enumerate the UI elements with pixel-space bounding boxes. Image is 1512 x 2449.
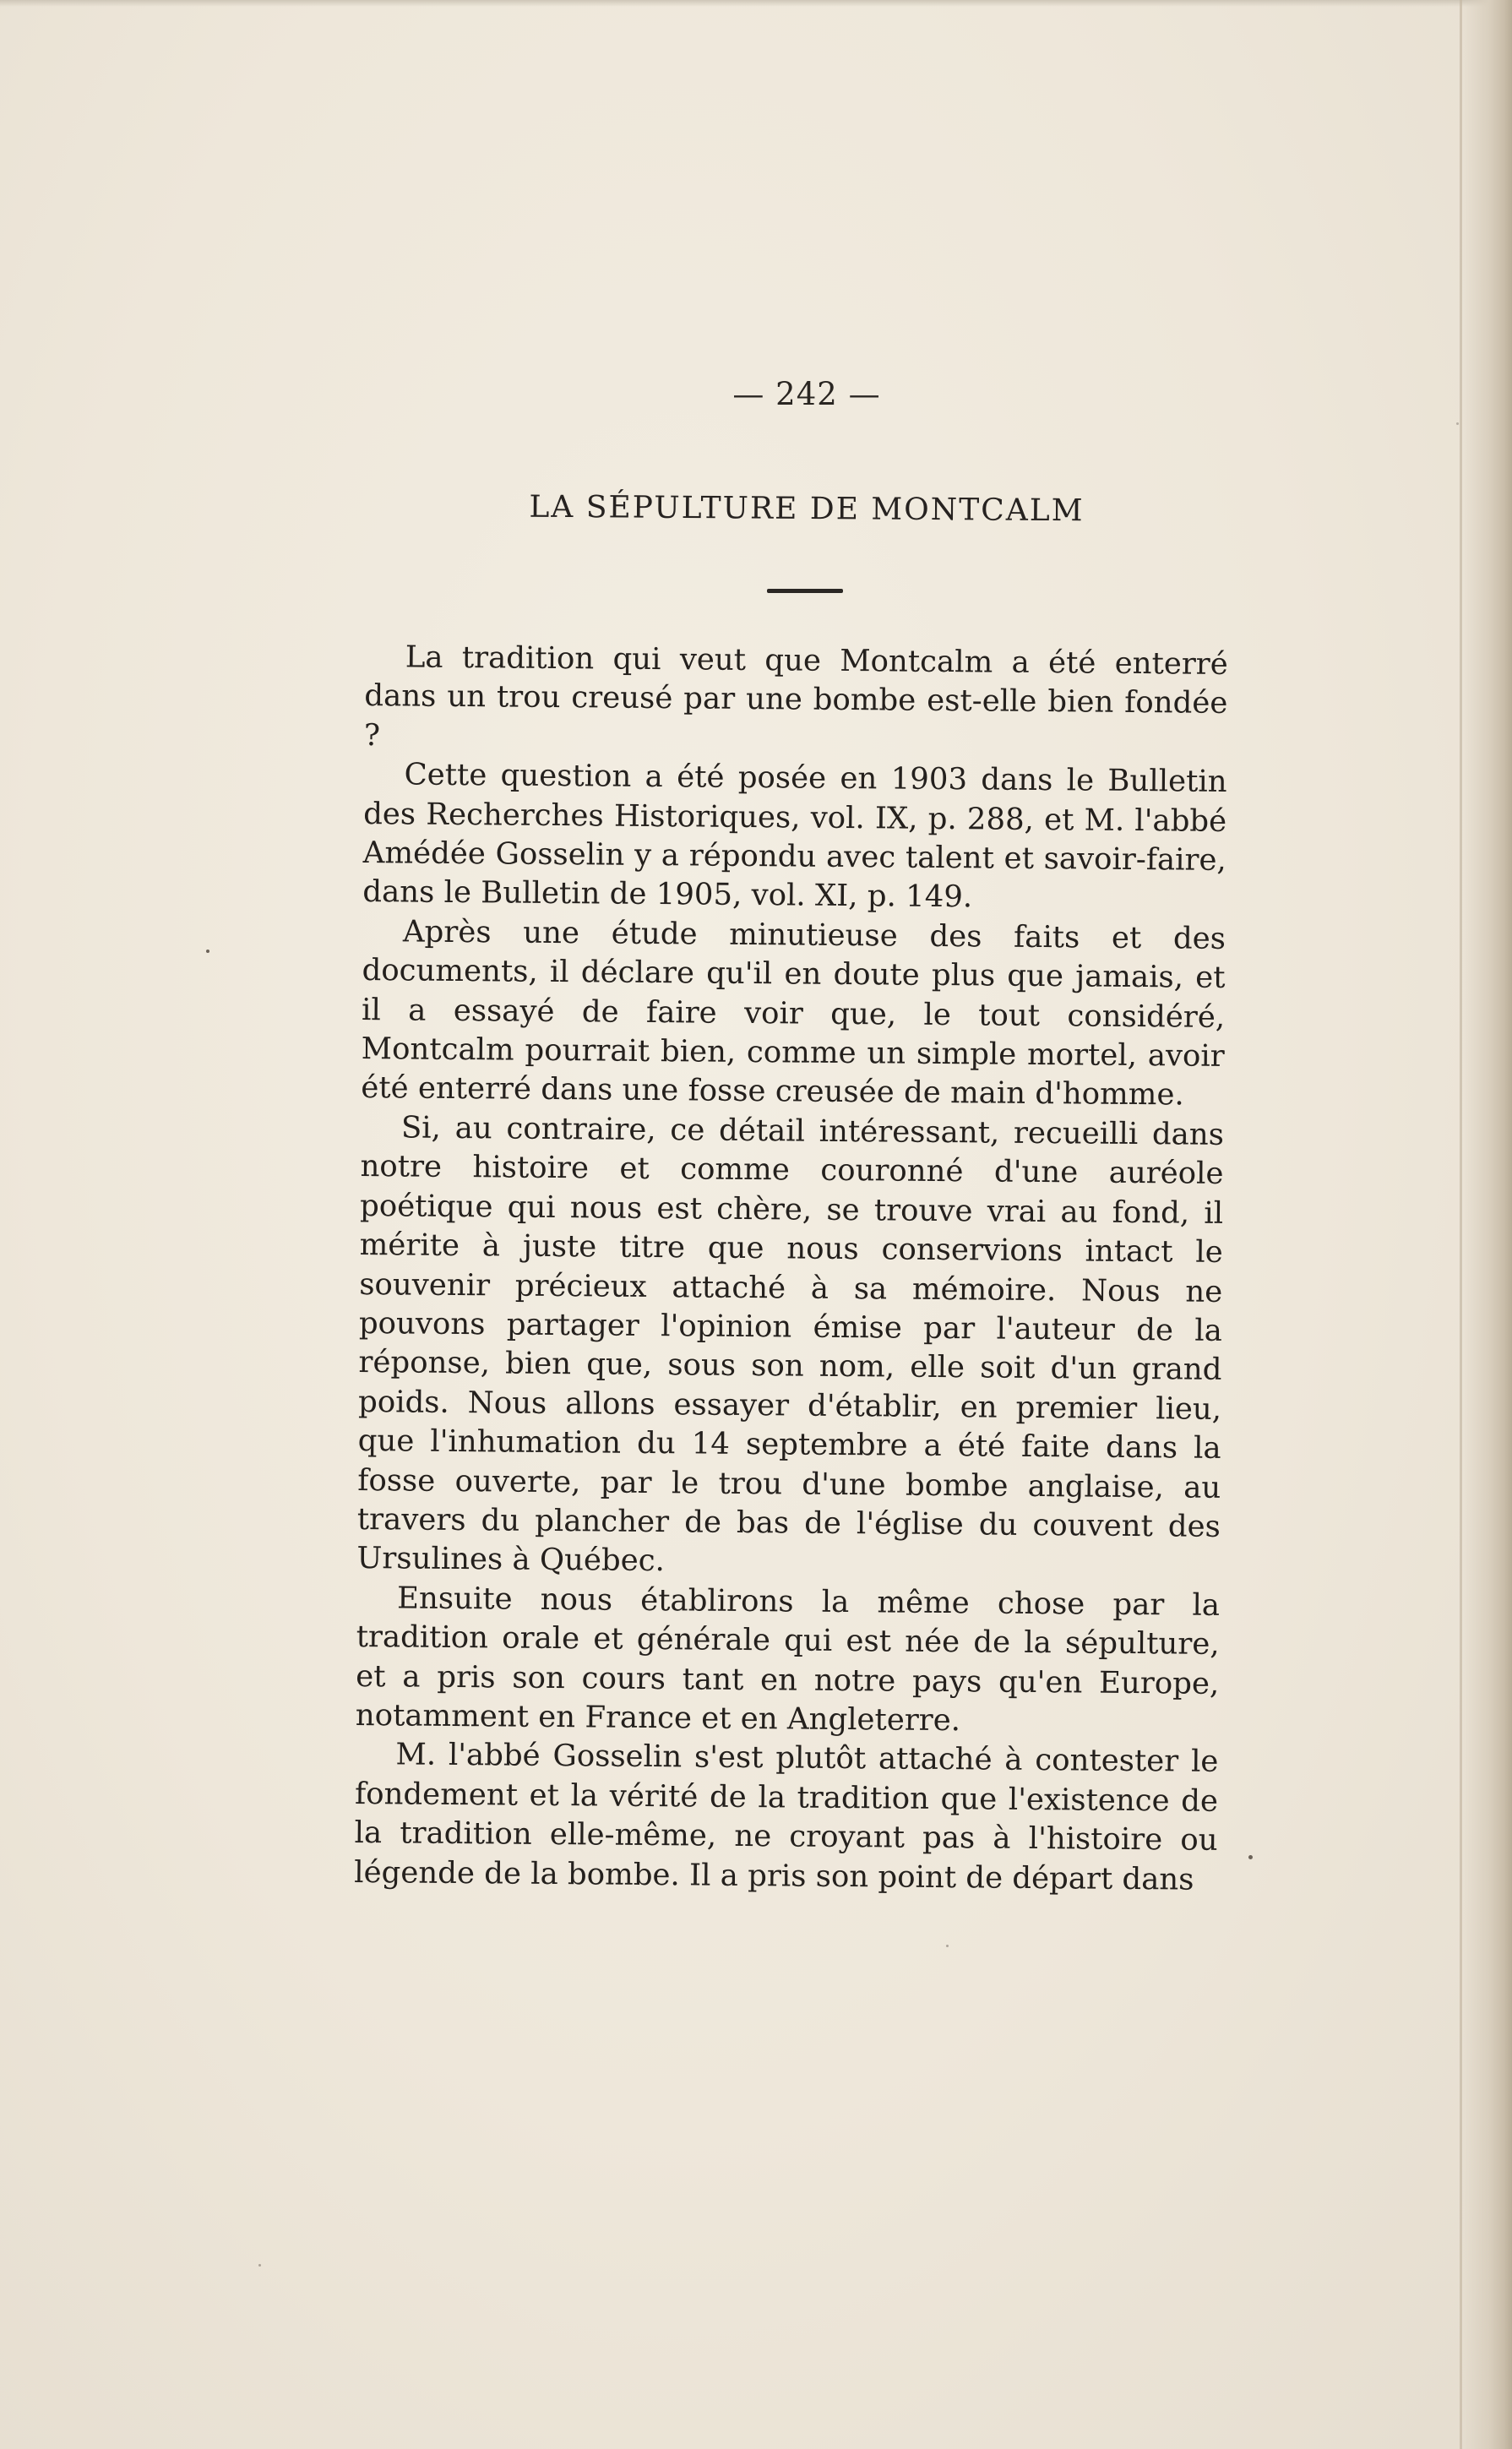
page-top-edge [0,0,1512,7]
page-right-edge-shadow [1461,0,1512,2449]
paragraph-3: Après une étude minutieuse des faits et des documents, il déclare qu'il en doute plus que jamais, et il a essayé de faire voir que, le tout considéré, Montcalm pourrait bien, comme un simple mortel, avoir été enterré dans une fosse creusée de main d'homme. [361,914,1226,1113]
chapter-title: LA SÉPULTURE DE MONTCALM [529,489,1085,529]
page-binding-line [1460,0,1462,2449]
paper-speck [1248,1855,1253,1859]
paper-speck [1456,422,1459,425]
page-number: — 242 — [732,376,881,412]
paper-speck [946,1945,949,1947]
paragraph-1: La tradition qui veut que Montcalm a été enterré dans un trou creusé par une bombe est-elle bien fondée ? [363,639,1228,753]
paper-speck [206,950,209,953]
paragraph-2: Cette question a été posée en 1903 dans le Bulletin des Recherches Historiques, vol. IX, p. 288, et M. l'abbé Amédée Gosselin y a répondu avec talent et savoir-faire, dans le Bulletin de 1905, vol. XI, p. 149. [362,757,1227,915]
paragraph-6: M. l'abbé Gosselin s'est plutôt attaché à contester le fondement et la vérité de la tradition que l'existence de la tradition elle-même, ne croyant pas à l'histoire ou légende de la bombe. Il a pris son point de départ dans [354,1737,1219,1897]
paragraph-4: Si, au contraire, ce détail intéressant, recueilli dans notre histoire et comme couronné d'une auréole poétique qui nous est chère, se trouve vrai au fond, il mérite à juste titre que nous conservions intact le souvenir précieux attaché à sa mémoire. Nous ne pouvons partager l'opinion émise par l'auteur de la réponse, bien que, sous son nom, elle soit d'un grand poids. Nous allons essayer d'établir, en premier lieu, que l'inhumation du 14 septembre a été faite dans la fosse ouverte, par le trou d'une bombe anglaise, au travers du plancher de bas de l'église du couvent des Ursulines à Québec. [356,1110,1225,1579]
body-text [354,638,1228,1900]
title-rule-divider [767,589,843,593]
paragraph-5: Ensuite nous établirons la même chose par la tradition orale et générale qui est née de la sépulture, et a pris son cours tant en notre pays qu'en Europe, notamment en France et en Angleterre. [355,1581,1221,1739]
paper-speck [258,2264,261,2267]
